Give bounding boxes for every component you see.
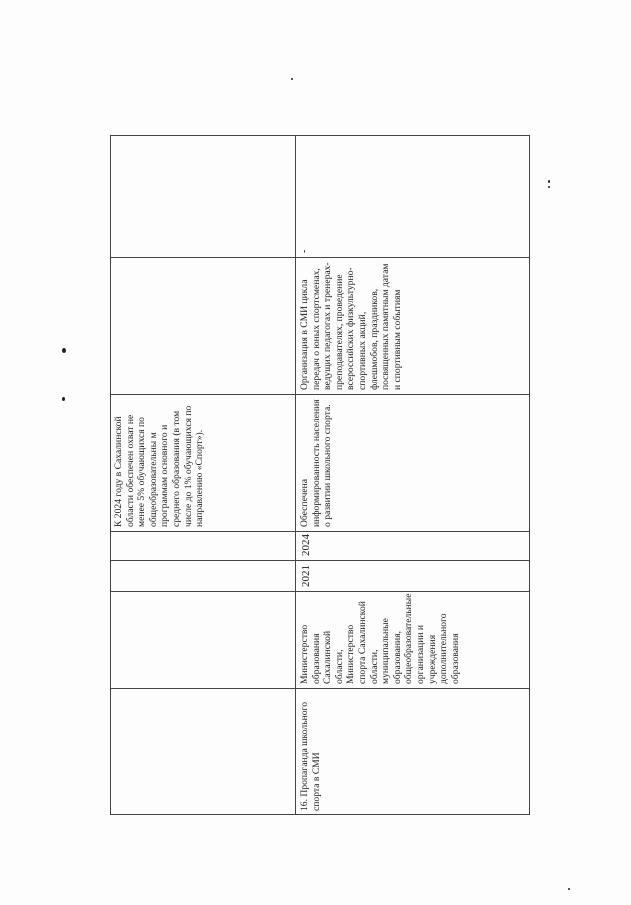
activities-text-row2: Организация в СМИ цикла передач о юных спортсменах, ведущих педагогах и тренерах-преподавателях, проведение всероссийских физкультурно-спортивных акций, флешмобов, праздников, посвященных памятным датам и спортивным событиям xyxy=(299,262,403,390)
scan-mark xyxy=(548,186,550,188)
end-year: 2024 xyxy=(300,534,312,556)
result-text-row2: Обеспечена информированность населения о развитии школьного спорта. xyxy=(299,399,334,527)
empty-value-dash: - xyxy=(299,249,310,253)
table-cell xyxy=(110,257,296,394)
scan-mark xyxy=(291,78,293,80)
table-cell xyxy=(296,560,530,591)
table-cell xyxy=(296,257,530,394)
executors-text-row2: Министерство образования Сахалинской области, Министерство спорта Сахалинской области, муниципальные образования, общеобразовательные организации и учреждения дополнительного образования xyxy=(299,593,461,684)
table-cell xyxy=(110,394,296,531)
table-cell xyxy=(296,591,530,688)
table-cell xyxy=(296,135,530,257)
result-text-row1: К 2024 году в Сахалинской области обеспечен охват не менее 5% обучающихся по общеобразовательны м программам основного и среднего образования (в том числе до 1% обучающихся по направлению «Спорт»). xyxy=(113,405,206,527)
measure-title-row2: 16. Пропаганда школьного спорта в СМИ xyxy=(299,702,322,811)
table-cell xyxy=(110,688,296,815)
rotated-table-body xyxy=(110,135,530,815)
scan-mark xyxy=(62,348,66,353)
scan-mark xyxy=(568,888,570,890)
scan-mark xyxy=(62,397,65,401)
table-cell xyxy=(296,688,530,815)
table-cell xyxy=(110,560,296,591)
table-cell xyxy=(296,531,530,560)
scan-mark xyxy=(548,180,550,183)
table-cell xyxy=(296,394,530,531)
table-cell xyxy=(110,591,296,688)
table-cell xyxy=(110,135,296,257)
table-cell xyxy=(110,531,296,560)
start-year: 2021 xyxy=(300,565,312,587)
measures-table xyxy=(110,135,530,815)
